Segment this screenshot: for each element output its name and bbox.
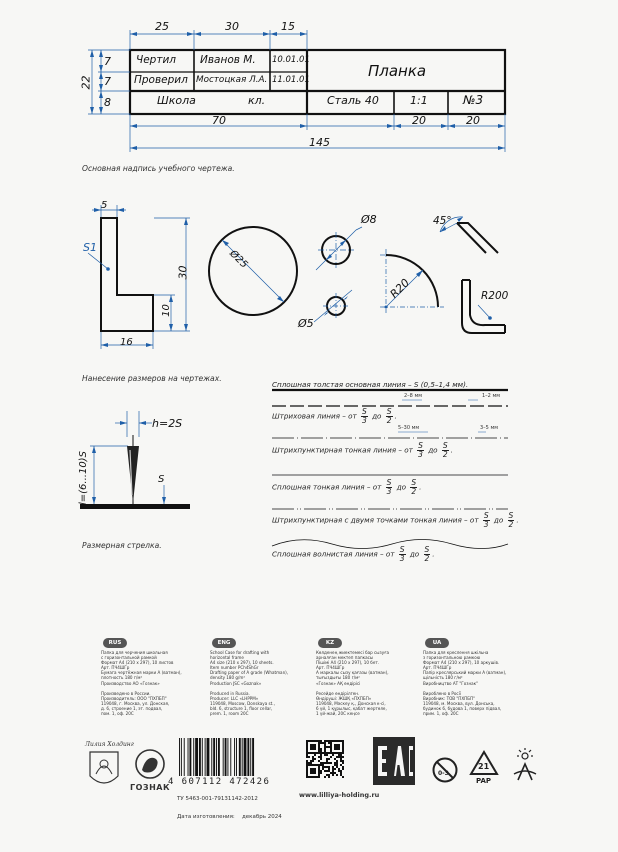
arrow-l-label: l=(6...10)S (78, 451, 89, 505)
sun-recycle-icon (510, 748, 540, 782)
line-2-mark1: 2–8 мм (404, 393, 422, 399)
dim-label-30: 30 (176, 265, 190, 280)
badge-eng: ENG (212, 638, 236, 648)
dim-label-s1: S1 (83, 241, 97, 254)
arrow-h-label: h=2S (152, 417, 183, 430)
dims-caption: Нанесение размеров на чертежах. (82, 374, 222, 383)
title-cell-scale: 1:1 (410, 94, 428, 107)
dim-8: 8 (104, 96, 111, 109)
dim-30: 30 (225, 20, 239, 33)
title-cell-drew-date: 10.01.01 (272, 55, 310, 65)
line-3-mark1: 5–30 мм (398, 425, 420, 431)
line-3-mark2: 3–5 мм (480, 425, 498, 431)
title-cell-number: №3 (463, 93, 484, 107)
info-block-kz: Көлденең жиектемесі бар сызуға арналған мектеп папкасы Пішімі А4 (210 х 297), 10 бет. Арт. ПЧ4ШГр А маркалы сызу қағазы (ватман), тығыздығы 180 г/м² «Гознак» АҚ өндірісі Ресейде өндірілген. Өндіруші: ЖШҚ «ПХПБП» 119048, Мәскеу қ., Донская к-сі, 6 үй, 1 құрылыс, қабат жертөле, 1 үй-жай, 20С кеңсе (316, 650, 390, 717)
arrow-caption: Размерная стрелка. (82, 541, 162, 550)
dim-20b: 20 (466, 114, 480, 127)
line-2-label: Штриховая линия – от $\frac{S}{3}$ до $\frac{S}{2}$ . (272, 407, 397, 425)
date-label: Дата изготовления: (177, 814, 235, 820)
title-cell-checked-date: 11.01.01 (272, 75, 310, 85)
goznak-emblem-icon (132, 748, 168, 780)
dim-label-r20: R20 (387, 276, 413, 301)
goznak-label: ГОЗНАК (130, 783, 171, 792)
title-cell-material: Сталь 40 (327, 94, 379, 107)
info-block-eng: School Case for drafting with horizontal frame A4 size (210 x 297), 10 sheets. Item number PCh4ShGr Drafting paper of A grade (Whatman), density 180 g/m² Production JSC «Goznak» Produced in Russia. Producer: LLC «LHPPM» 119048, Moscow, Donskaya st., bld. 6, structure 1, floor cellar, prem. 1, room 20C (210, 650, 289, 717)
line-3-label: Штрихпунктирная тонкая линия – от $\frac{S}{3}$ до $\frac{S}{2}$ . (272, 441, 453, 459)
title-cell-class: кл. (248, 94, 266, 107)
title-cell-school: Школа (157, 94, 196, 107)
info-block-ua: Папка для креслення шкільна з горизонтальною рамкою Формат А4 (210 х 297), 10 аркушів. Арт. ПЧ4ШГр Папір креслярський марки А (ватман), щільність 180 г/м² Виробництво АТ "Гознак" Вироблено в Росії Виробник: ТОВ "ПХПБП" 119048, м. Москва, вул. Донська, будинок 6, будова 1, поверх підвал, прим. 1, оф. 20С (423, 650, 507, 717)
website-url: www.lilliya-holding.ru (299, 791, 380, 799)
eac-mark-icon (373, 737, 415, 785)
dim-label-45deg: 45° (433, 215, 452, 227)
dim-label-10: 10 (160, 304, 172, 317)
barcode-icon (177, 738, 289, 778)
badge-kz: KZ (318, 638, 342, 648)
title-cell-checked-label: Проверил (134, 74, 188, 86)
recycle-label: PAP (476, 777, 492, 785)
line-1-label: Сплошная толстая основная линия – S (0,5–1,4 мм). (272, 380, 469, 389)
age-label: 0-3 (438, 770, 449, 777)
dim-25: 25 (155, 20, 169, 33)
line-4-label: Сплошная тонкая линия – от $\frac{S}{3}$ до $\frac{S}{2}$ . (272, 478, 422, 496)
dim-label-r200: R200 (481, 290, 509, 302)
dim-20a: 20 (412, 114, 426, 127)
title-cell-drew-label: Чертил (136, 54, 176, 66)
dim-70: 70 (212, 114, 226, 127)
line-6-label: Сплошная волнистая линия – от $\frac{S}{3}$ до $\frac{S}{2}$ . (272, 545, 435, 563)
dim-label-phi25: Ø25 (227, 248, 250, 271)
dim-label-16: 16 (120, 337, 133, 348)
line-5-label: Штрихпунктирная с двумя точками тонкая линия – от $\frac{S}{3}$ до $\frac{S}{2}$ . (272, 511, 519, 529)
dim-22: 22 (79, 75, 93, 90)
dim-145: 145 (309, 136, 330, 149)
barcode-number: 4 607112 472426 (168, 777, 271, 787)
qr-code-icon (306, 740, 344, 778)
dim-label-5: 5 (101, 200, 108, 211)
title-cell-part-name: Планка (368, 62, 427, 80)
dim-7b: 7 (104, 75, 111, 88)
dim-15: 15 (281, 20, 295, 33)
recycle-number: 21 (478, 762, 490, 771)
badge-rus: RUS (103, 638, 127, 648)
badge-ua: UA (425, 638, 449, 648)
line-2-mark2: 1–2 мм (482, 393, 500, 399)
title-cell-drew-name: Иванов М. (200, 54, 256, 66)
title-cell-checked-name: Мостоцкая Л.А. (196, 75, 268, 85)
date-value: декабрь 2024 (242, 814, 282, 820)
arrow-s-label: S (158, 474, 165, 485)
dim-7a: 7 (104, 55, 111, 68)
title-block-caption: Основная надпись учебного чертежа. (82, 164, 235, 173)
dim-label-phi5: Ø5 (298, 317, 314, 330)
tu-code: ТУ 5463-001-79131142-2012 (177, 796, 258, 802)
info-block-rus: Папка для черчения школьная с горизонтальной рамкой Формат А4 (210 х 297), 10 листов Арт. ПЧ4ШГр Бумага чертёжная марки А (ватман), плотность 180 г/м² Производство АО «Гознак» Произведено в России. Производитель: ООО "ПХПБП" 119048, г. Москва, ул. Донская, д. 6, строение 1, эт. подвал, пом. 1, оф. 20С (101, 650, 182, 717)
svg-text:Лилия Холдинг: Лилия Холдинг (85, 741, 134, 748)
lilia-holding-logo-icon (82, 738, 134, 796)
dim-label-phi8: Ø8 (361, 213, 377, 226)
